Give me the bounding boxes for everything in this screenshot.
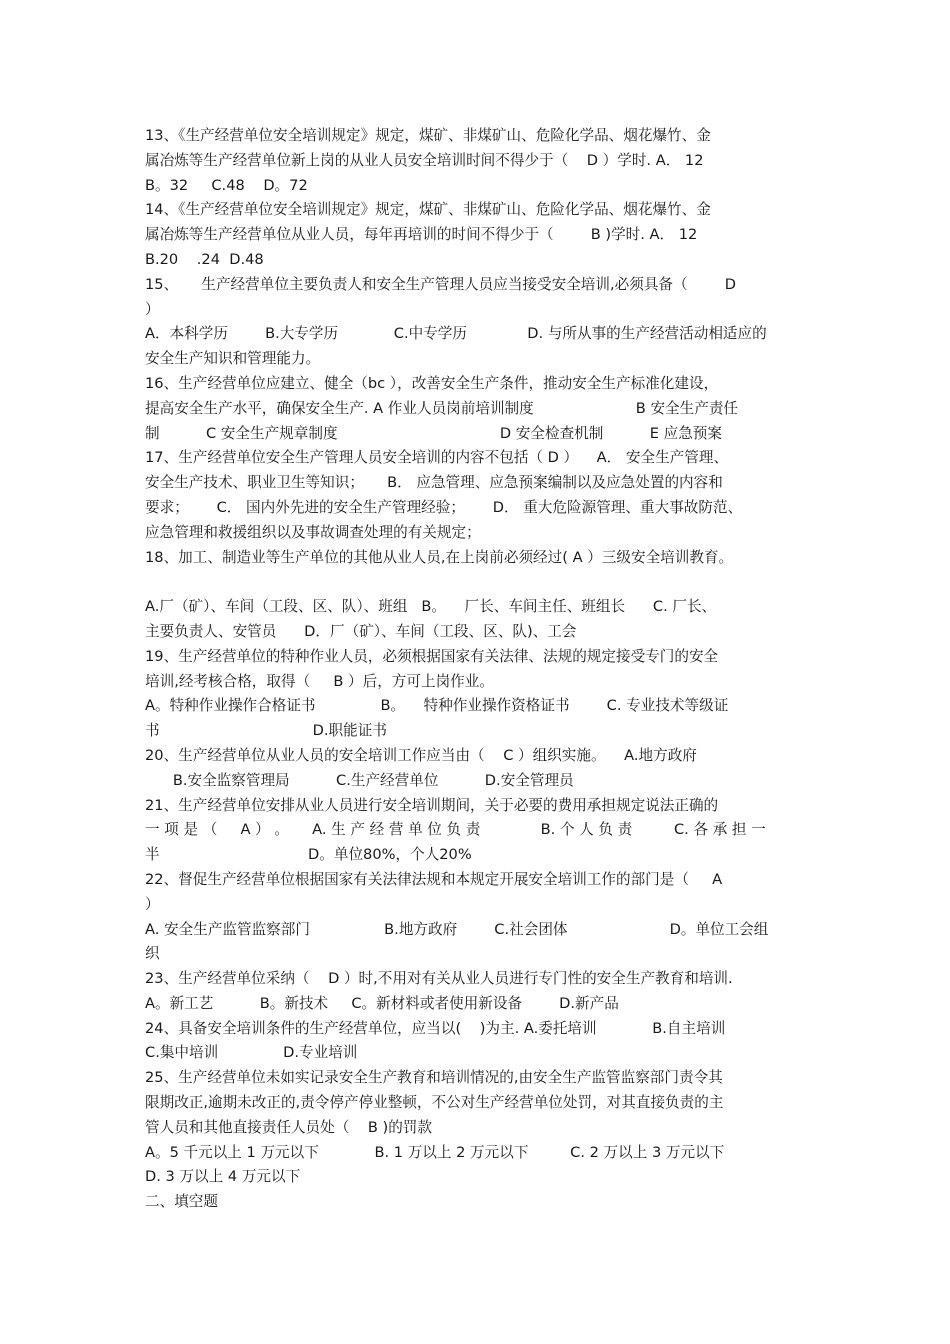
text-line: 安全生产技术、职业卫生等知识； B． 应急管理、应急预案编制以及应急处置的内容和 [145, 474, 723, 492]
text-line: A．本科学历 B.大专学历 C.中专学历 D. 与所从事的生产经营活动相适应的 [145, 325, 767, 343]
text-line: 限期改正,逾期未改正的,责令停产停业整顿，不公对生产经营单位处罚，对其直接负责的主 [145, 1094, 724, 1112]
text-line: 22、督促生产经营单位根据国家有关法律法规和本规定开展安全培训工作的部门是（ A [145, 870, 723, 888]
text-line: 21、生产经营单位安排从业人员进行安全培训期间，关于必要的费用承担规定说法正确的 [145, 796, 719, 814]
text-line: 要求； C． 国内外先进的安全生产管理经验； D． 重大危险源管理、重大事故防范、 [145, 498, 743, 516]
text-line: 23、生产经营单位采纳（ D ）时,不用对有关从业人员进行专门性的安全生产教育和培训. [145, 970, 733, 988]
text-line: ） [145, 895, 160, 913]
text-line: B。32 C.48 D。72 [145, 176, 308, 194]
text-line: 制 C 安全生产规章制度 D 安全检查机制 E 应急预案 [145, 424, 722, 442]
text-line: B.20 .24 D.48 [145, 250, 264, 268]
text-line: A。新工艺 B。新技术 C。新材料或者使用新设备 D.新产品 [145, 994, 619, 1012]
text-line: 提高安全生产水平，确保安全生产. A 作业人员岗前培训制度 B 安全生产责任 [145, 399, 739, 417]
text-line: C.集中培训 D.专业培训 [145, 1044, 358, 1062]
text-line: A.厂（矿）、车间（工段、区、队）、班组 B。 厂长、车间主任、班组长 C. 厂长、 [145, 598, 717, 616]
text-line: 25、生产经营单位未如实记录安全生产教育和培训情况的,由安全生产监管监察部门责令其 [145, 1069, 723, 1087]
text-line: A. 安全生产监管监察部门 B.地方政府 C.社会团体 D。单位工会组 [145, 920, 769, 938]
text-line: 13、《生产经营单位安全培训规定》规定，煤矿、非煤矿山、危险化学品、烟花爆竹、金 [145, 127, 711, 144]
text-line: 16、生产经营单位应建立、健全（bc ），改善安全生产条件，推动安全生产标准化建设， [145, 374, 719, 392]
text-line: 书 D.职能证书 [145, 722, 387, 740]
text-line: 15、 生产经营单位主要负责人和安全生产管理人员应当接受安全培训,必须具备（ D [145, 275, 736, 293]
text-line: 培训,经考核合格，取得（ B ）后，方可上岗作业。 [145, 672, 494, 690]
text-line: 24、具备安全培训条件的生产经营单位，应当以( )为主. A.委托培训 B.自主培训 [145, 1019, 726, 1037]
text-line: 管人员和其他直接责任人员处（ B )的罚款 [145, 1118, 432, 1136]
document-body [145, 124, 820, 1215]
text-line: 属冶炼等生产经营单位新上岗的从业人员安全培训时间不得少于（ D ）学时. A． 12 [145, 151, 704, 169]
text-line: D. 3 万以上 4 万元以下 [145, 1168, 301, 1186]
text-line: 14、《生产经营单位安全培训规定》规定，煤矿、非煤矿山、危险化学品、烟花爆竹、金 [145, 201, 711, 219]
text-line: 主要负责人、安管员 D．厂（矿）、车间（工段、区、队)、工会 [145, 622, 577, 640]
blank-line [145, 570, 820, 595]
text-line: B.安全监察管理局 C.生产经营单位 D.安全管理员 [145, 771, 574, 789]
text-line: 二、填空题 [145, 1193, 218, 1211]
text-line: 18、加工、制造业等生产单位的其他从业人员,在上岗前必须经过( A ）三级安全培训教育。 [145, 548, 734, 566]
text-line: 应急管理和救援组织以及事故调查处理的有关规定； [145, 523, 481, 541]
text-line: 20、生产经营单位从业人员的安全培训工作应当由（ C ）组织实施。 A.地方政府 [145, 746, 697, 764]
text-line: 安全生产知识和管理能力。 [145, 350, 321, 368]
text-line: 属冶炼等生产经营单位从业人员，每年再培训的时间不得少于（ B )学时. A． 12 [145, 226, 698, 244]
text-line: A。5 千元以上 1 万元以下 B. 1 万以上 2 万元以下 C. 2 万以上 3 万元以下 [145, 1143, 725, 1161]
text-line: 一 项 是 （ A ） 。 A. 生 产 经 营 单 位 负 责 B. 个 人 负 责 C. 各 承 担 一 [145, 821, 766, 839]
text-line: A。特种作业操作合格证书 B。 特种作业操作资格证书 C. 专业技术等级证 [145, 697, 729, 715]
text-line: 半 D。单位80%，个人20% [145, 846, 472, 864]
text-line: 17、生产经营单位安全生产管理人员安全培训的内容不包括（ D ） A． 安全生产管理、 [145, 449, 729, 467]
text-line: ） [145, 300, 160, 318]
text-line: 19、生产经营单位的特种作业人员，必须根据国家有关法律、法规的规定接受专门的安全 [145, 647, 719, 665]
text-line: 织 [145, 945, 160, 963]
